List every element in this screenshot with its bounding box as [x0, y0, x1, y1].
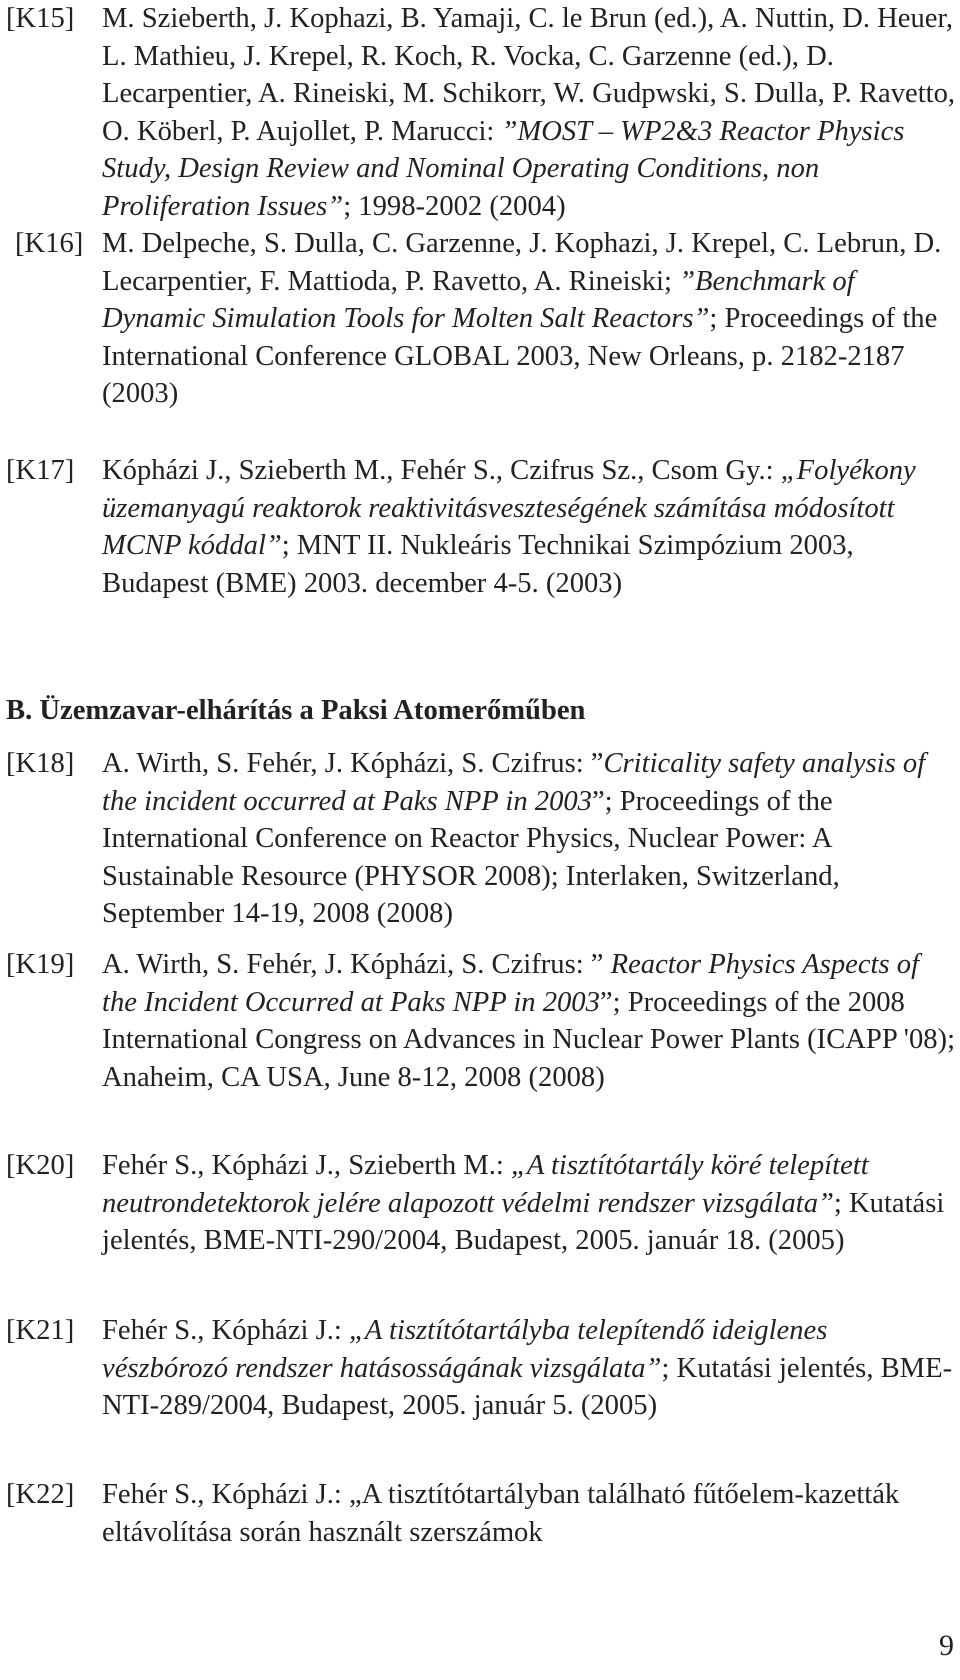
reference-title: „A tisztítótartály köré telepített neutrondetektorok jelére alapozott védelmi rendszer vizsgálata” — [102, 1150, 869, 1219]
reference-list-b — [6, 745, 956, 1551]
reference-item-k18 — [6, 745, 956, 946]
reference-text — [102, 946, 956, 1096]
reference-text — [102, 225, 956, 413]
reference-key: [K19] — [6, 949, 75, 980]
reference-details: ; 1998-2002 (2004) — [343, 190, 566, 222]
reference-title: „A tisztítótartályba telepítendő ideiglenes vészbórozó rendszer hatásosságának vizsgálata” — [102, 1315, 828, 1384]
reference-text — [102, 452, 956, 602]
reference-key: [K20] — [6, 1150, 75, 1181]
reference-details: ; Kutatási jelentés, BME-NTI-289/2004, Budapest, 2005. január 5. (2005) — [102, 1352, 953, 1421]
reference-details: ; Proceedings of the International Conference GLOBAL 2003, New Orleans, p. 2182-2187 (2003) — [102, 303, 938, 409]
reference-key: [K17] — [6, 455, 75, 486]
reference-text — [102, 745, 956, 933]
reference-authors: Fehér S., Kópházi J.: „A tisztítótartályban található fűtőelem-kazetták eltávolítása során használt szerszámok — [102, 1479, 900, 1548]
reference-key: [K16] — [15, 228, 84, 259]
reference-title: ”MOST – WP2&3 Reactor Physics Study, Design Review and Nominal Operating Conditions, non Proliferation Issues” — [102, 115, 905, 222]
page-number: 9 — [939, 1629, 954, 1662]
reference-key: [K22] — [6, 1479, 75, 1510]
reference-item-k19 — [6, 946, 956, 1147]
reference-key: [K15] — [6, 3, 75, 34]
reference-title: „Folyékony üzemanyagú reaktorok reaktivitásveszteségének számítása módosított MCNP kóddal” — [102, 455, 916, 561]
reference-authors: Kópházi J., Szieberth M., Fehér S., Czifrus Sz., Csom Gy.: — [102, 455, 781, 486]
reference-text — [102, 0, 956, 225]
reference-text — [102, 1476, 956, 1551]
section-heading: B. Üzemzavar-elhárítás a Paksi Atomerőműben — [6, 695, 586, 726]
reference-item-k21 — [6, 1312, 956, 1476]
reference-item-k17 — [6, 452, 956, 602]
reference-details: ”; Proceedings of the International Conference on Reactor Physics, Nuclear Power: A Sustainable Resource (PHYSOR 2008); Interlaken, Switzerland, September 14-19, 2008 (2008) — [102, 785, 840, 929]
reference-authors: A. Wirth, S. Fehér, J. Kópházi, S. Czifrus: ” — [102, 949, 611, 980]
reference-key: [K21] — [6, 1315, 75, 1346]
reference-details: ; Kutatási jelentés, BME-NTI-290/2004, Budapest, 2005. január 18. (2005) — [102, 1187, 945, 1256]
reference-item-k16 — [6, 225, 956, 452]
reference-text — [102, 1147, 956, 1260]
reference-title: Criticality safety analysis of the incident occurred at Paks NPP in 2003 — [102, 748, 926, 817]
reference-item-k15 — [6, 0, 956, 225]
reference-authors: M. Szieberth, J. Kophazi, B. Yamaji, C. le Brun (ed.), A. Nuttin, D. Heuer, L. Mathieu, J. Krepel, R. Koch, R. Vocka, C. Garzenne (ed.), D. Lecarpentier, A. Rineiski, M. Schikorr, W. Gudpwski, S. Dulla, P. Ravetto, O. Köberl, P. Aujollet, P. Marucci: — [102, 3, 956, 147]
reference-key: [K18] — [6, 748, 75, 779]
reference-list-a — [6, 0, 956, 602]
reference-authors: A. Wirth, S. Fehér, J. Kópházi, S. Czifrus: ” — [102, 748, 604, 779]
reference-item-k20 — [6, 1147, 956, 1312]
reference-authors: Fehér S., Kópházi J., Szieberth M.: — [102, 1150, 511, 1181]
reference-title: Reactor Physics Aspects of the Incident Occurred at Paks NPP in 2003 — [102, 949, 920, 1018]
reference-item-k22 — [6, 1476, 956, 1551]
reference-authors: Fehér S., Kópházi J.: — [102, 1315, 349, 1346]
reference-title: ”Benchmark of Dynamic Simulation Tools for Molten Salt Reactors” — [102, 265, 855, 334]
reference-text — [102, 1312, 956, 1425]
reference-details: ”; Proceedings of the 2008 International Congress on Advances in Nuclear Power Plants (ICAPP '08); Anaheim, CA USA, June 8-12, 2008 (2008) — [102, 986, 956, 1093]
reference-details: ; MNT II. Nukleáris Technikai Szimpózium 2003, Budapest (BME) 2003. december 4-5. (2003) — [102, 530, 854, 599]
reference-authors: M. Delpeche, S. Dulla, C. Garzenne, J. Kophazi, J. Krepel, C. Lebrun, D. Lecarpentier, F. Mattioda, P. Ravetto, A. Rineiski; — [102, 228, 942, 297]
